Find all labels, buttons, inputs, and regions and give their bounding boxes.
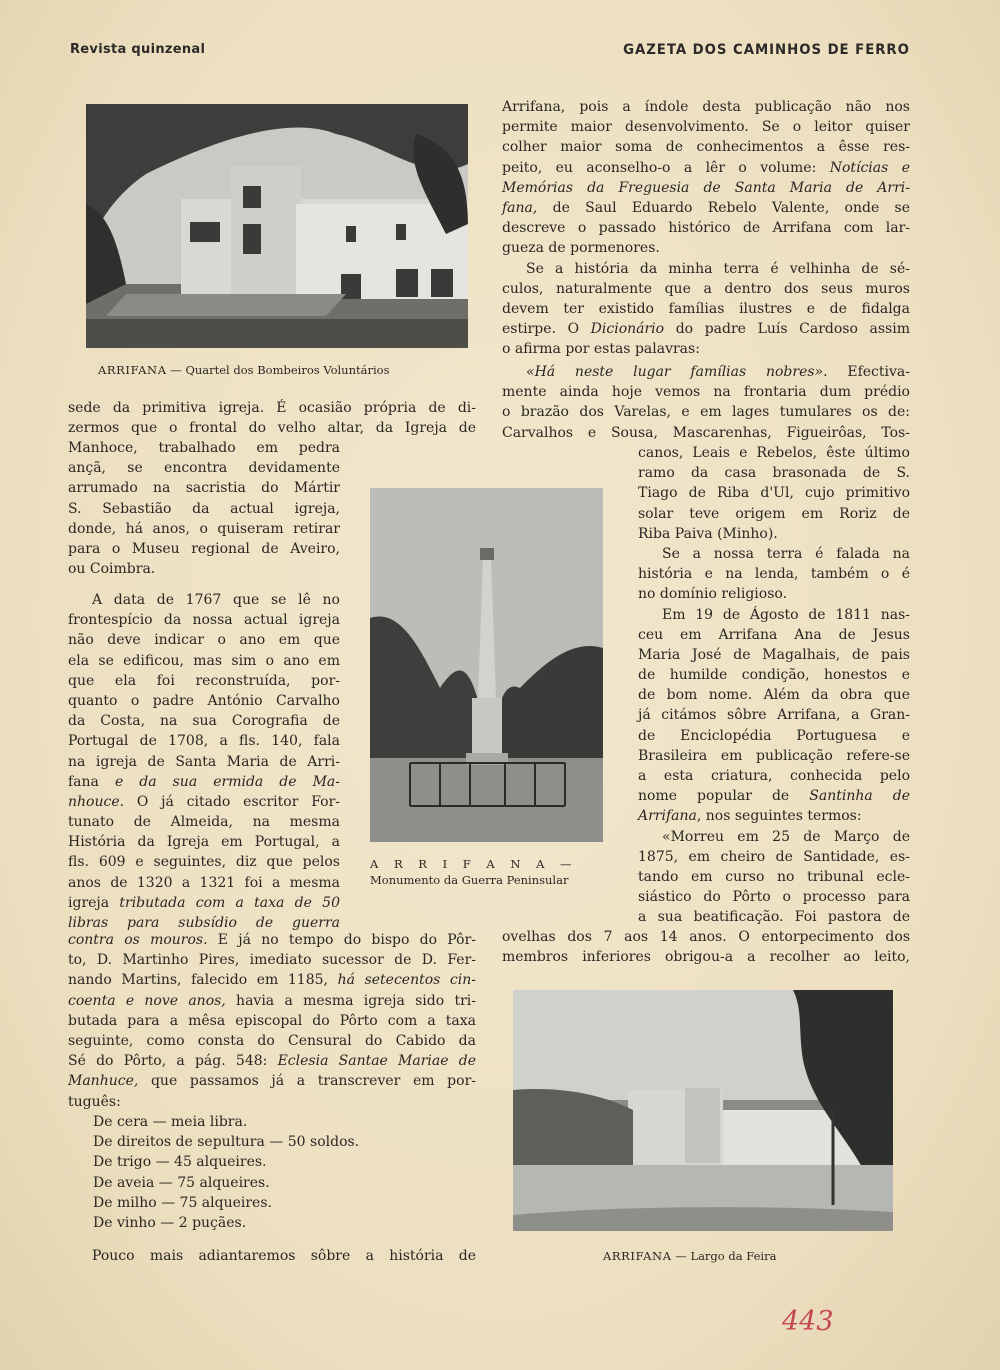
italic-text: Notícias e bbox=[829, 159, 910, 176]
text-line: história e na lenda, também o é bbox=[638, 566, 910, 583]
text-line: que ela foi reconstruída, por- bbox=[68, 672, 340, 689]
text-line: descreve o passado histórico de Arrifana com lar- bbox=[502, 220, 910, 237]
text-line bbox=[68, 893, 340, 913]
text-line: Pouco mais adiantaremos sôbre a história de bbox=[92, 1248, 476, 1264]
text-line: Portugal de 1708, a fls. 140, fala bbox=[68, 733, 340, 750]
italic-text: libras para subsídio de guerra bbox=[68, 915, 340, 931]
italic-text: coenta e nove anos, bbox=[68, 992, 226, 1009]
text-line: ramo da casa brasonada de S. bbox=[638, 465, 910, 482]
text-segment: que passamos já a transcrever em por- bbox=[138, 1073, 476, 1090]
text-line: A data de 1767 que se lê no bbox=[92, 592, 340, 608]
photo-largo-da-feira bbox=[513, 990, 893, 1231]
text-line bbox=[502, 178, 910, 198]
text-line bbox=[68, 991, 476, 1011]
text-line: membros inferiores obrigou-a a recolher ao leito, bbox=[502, 949, 910, 966]
text-line: ela se edificou, mas sim o ano em bbox=[68, 652, 340, 669]
text-line: ovelhas dos 7 aos 14 anos. O entorpecimento dos bbox=[502, 929, 910, 945]
text-block-right-1 bbox=[502, 97, 910, 359]
text-line: de bom nome. Além da obra que bbox=[638, 687, 910, 704]
list-item: De vinho — 2 puçães. bbox=[93, 1214, 247, 1231]
text-line: não deve indicar o ano em que bbox=[68, 632, 340, 649]
italic-text: contra os mouros. bbox=[68, 932, 208, 948]
text-line: Riba Paiva (Minho). bbox=[638, 525, 778, 542]
text-line: to, D. Martinho Pires, imediato sucessor de D. Fer- bbox=[68, 952, 476, 969]
text-line: culos, naturalmente que a dentro dos seus muros bbox=[502, 280, 910, 297]
text-line: solar teve origem em Roriz de bbox=[638, 505, 910, 522]
text-line: zermos que o frontal do velho altar, da Igreja de bbox=[68, 420, 476, 437]
text-line: para o Museu regional de Aveiro, bbox=[68, 540, 340, 557]
text-line: Se a história da minha terra é velhinha de sé- bbox=[526, 260, 910, 277]
text-line: sede da primitiva igreja. É ocasião própria de di- bbox=[68, 400, 476, 416]
text-block-left-4 bbox=[68, 930, 476, 1112]
text-block-left-2 bbox=[68, 438, 340, 579]
text-line: colher maior soma de conhecimentos a êsse res- bbox=[502, 139, 910, 156]
caption-place: ARRIFANA bbox=[603, 1249, 672, 1263]
text-line: de humilde condição, honestos e bbox=[638, 667, 910, 684]
text-line: tunato de Almeida, na mesma bbox=[68, 814, 340, 831]
photo-caption-largo bbox=[603, 1249, 776, 1263]
text-line: tuguês: bbox=[68, 1093, 121, 1110]
text-line bbox=[502, 362, 910, 382]
text-line: donde, há anos, o quiseram retirar bbox=[68, 520, 340, 537]
text-line: frontespício da nossa actual igreja bbox=[68, 612, 340, 629]
text-line bbox=[68, 930, 476, 950]
italic-text: fana, bbox=[502, 199, 538, 216]
list-item: De direitos de sepultura — 50 soldos. bbox=[93, 1134, 360, 1151]
italic-text: Santinha de bbox=[809, 788, 910, 805]
italic-text: Memórias da Freguesia de Santa Maria de Arri- bbox=[502, 179, 910, 196]
text-block-right-3 bbox=[638, 443, 910, 928]
photo-monumento-guerra-peninsular bbox=[370, 488, 603, 842]
list-item: De milho — 75 alqueires. bbox=[93, 1194, 272, 1211]
text-segment: nome popular de bbox=[638, 788, 810, 805]
text-line: ançã, se encontra devidamente bbox=[68, 460, 340, 477]
text-segment: E já no tempo do bispo do Pôr- bbox=[207, 932, 476, 948]
text-segment: , nos seguintes termos: bbox=[696, 808, 862, 825]
text-line: permite maior desenvolvimento. Se o leitor quiser bbox=[502, 119, 910, 136]
text-line: ou Coimbra. bbox=[68, 561, 156, 578]
caption-separator: — bbox=[166, 363, 186, 377]
text-line: butada para a mêsa episcopal do Pôrto com a taxa bbox=[68, 1012, 476, 1029]
text-line: quanto o padre António Carvalho bbox=[68, 692, 340, 709]
text-block-right-2 bbox=[502, 362, 910, 443]
caption-place: ARRIFANA bbox=[98, 363, 167, 377]
text-line: devem ter existido famílias ilustres e de fidalga bbox=[502, 300, 910, 317]
text-line: S. Sebastião da actual igreja, bbox=[68, 500, 340, 517]
caption-place: A R R I F A N A — bbox=[370, 857, 578, 871]
text-segment: do padre Luís Cardoso assim bbox=[664, 321, 910, 338]
text-line: Em 19 de Ágosto de 1811 nas- bbox=[662, 606, 910, 623]
text-line bbox=[68, 792, 340, 812]
text-segment: estirpe. O bbox=[502, 321, 591, 338]
italic-text: e da sua ermida de Ma- bbox=[114, 773, 340, 790]
text-block-right-4 bbox=[502, 927, 910, 967]
text-line: gueza de pormenores. bbox=[502, 240, 660, 257]
caption-title: Quartel dos Bombeiros Voluntários bbox=[185, 363, 390, 377]
text-line: Carvalhos e Sousa, Mascarenhas, Figueirôas, Tos- bbox=[502, 424, 910, 441]
text-line: siástico do Pôrto o processo para bbox=[638, 889, 910, 906]
text-segment: O já citado escritor For- bbox=[124, 793, 340, 810]
text-line bbox=[68, 1071, 476, 1091]
italic-text: nhouce. bbox=[68, 793, 125, 810]
italic-text: Dicionário bbox=[590, 321, 665, 338]
text-line: de Enciclopédia Portuguesa e bbox=[638, 727, 910, 744]
text-line: o afirma por estas palavras: bbox=[502, 341, 700, 358]
photo-caption-quartel bbox=[98, 363, 389, 377]
text-line: Brasileira em publicação refere-se bbox=[638, 747, 910, 764]
text-line: tando em curso no tribunal ecle- bbox=[638, 868, 910, 885]
italic-text: Manhuce, bbox=[68, 1073, 139, 1090]
text-segment: Sé do Pôrto, a pág. 548: bbox=[68, 1053, 278, 1070]
text-segment: igreja bbox=[68, 894, 120, 911]
text-line: arrumado na sacristia do Mártir bbox=[68, 480, 340, 497]
caption-separator: — bbox=[671, 1249, 691, 1263]
text-block-left-6 bbox=[68, 1246, 476, 1266]
page-number: 443 bbox=[782, 1306, 834, 1337]
photo-caption-monumento bbox=[370, 856, 578, 888]
text-segment: nando Martins, falecido em 1185, bbox=[68, 972, 338, 989]
text-line: canos, Leais e Rebelos, êste último bbox=[638, 445, 910, 461]
text-line bbox=[502, 198, 910, 218]
text-line: Se a nossa terra é falada na bbox=[662, 545, 910, 562]
italic-text: Eclesia Santae Mariae de bbox=[277, 1053, 477, 1070]
text-line bbox=[638, 786, 910, 806]
text-line: ceu em Arrifana Ana de Jesus bbox=[638, 626, 910, 643]
text-segment: havia a mesma igreja sido tri- bbox=[225, 992, 476, 1009]
text-line bbox=[68, 772, 340, 792]
text-block-left-1 bbox=[68, 398, 476, 438]
text-line: «Morreu em 25 de Março de bbox=[662, 828, 910, 845]
text-line: no domínio religioso. bbox=[638, 586, 788, 603]
text-line: já citámos sôbre Arrifana, a Gran- bbox=[638, 707, 910, 724]
text-line: a esta criatura, conhecida pelo bbox=[638, 768, 910, 784]
text-line: da Costa, na sua Corografia de bbox=[68, 713, 340, 730]
text-line bbox=[502, 319, 910, 339]
text-line: Manhoce, trabalhado em pedra bbox=[68, 440, 340, 456]
running-header-left: Revista quinzenal bbox=[70, 42, 206, 57]
text-segment: peito, eu aconselho-o a lêr o volume: bbox=[502, 159, 830, 176]
text-block-left-3 bbox=[68, 590, 340, 933]
italic-text: há setecentos cin- bbox=[337, 972, 477, 989]
text-segment: . Efectiva- bbox=[823, 364, 910, 380]
text-line bbox=[638, 806, 910, 826]
list-item: De trigo — 45 alqueires. bbox=[93, 1154, 267, 1171]
text-line: seguinte, como consta do Censural do Cabido da bbox=[68, 1032, 476, 1049]
text-line: fls. 609 e seguintes, diz que pelos bbox=[68, 854, 340, 871]
list-item: De cera — meia libra. bbox=[93, 1114, 248, 1130]
text-line: Arrifana, pois a índole desta publicação não nos bbox=[502, 99, 910, 115]
text-line bbox=[68, 970, 476, 990]
text-segment: fana bbox=[68, 773, 115, 790]
text-line: 1875, em cheiro de Santidade, es- bbox=[638, 848, 910, 865]
caption-title: Monumento da Guerra Peninsular bbox=[370, 873, 569, 887]
italic-text: «Há neste lugar famílias nobres» bbox=[526, 364, 824, 380]
text-segment: de Saul Eduardo Rebelo Valente, onde se bbox=[537, 199, 910, 216]
text-line: o brazão dos Varelas, e em lages tumulares os de: bbox=[502, 404, 910, 421]
text-line: Maria José de Magalhais, de pais bbox=[638, 646, 910, 663]
list-item: De aveia — 75 alqueires. bbox=[93, 1174, 270, 1191]
text-line: mente ainda hoje vemos na frontaria dum prédio bbox=[502, 384, 910, 401]
text-line: na igreja de Santa Maria de Arri- bbox=[68, 753, 340, 770]
tax-list bbox=[93, 1112, 473, 1233]
italic-text: Arrifana bbox=[638, 808, 697, 825]
text-line bbox=[502, 158, 910, 178]
running-header-right: GAZETA DOS CAMINHOS DE FERRO bbox=[623, 42, 910, 58]
text-line: Tiago de Riba d'Ul, cujo primitivo bbox=[638, 485, 910, 502]
caption-title: Largo da Feira bbox=[690, 1249, 777, 1263]
text-line: História da Igreja em Portugal, a bbox=[68, 834, 340, 851]
italic-text: tributada com a taxa de 50 bbox=[119, 894, 340, 911]
photo-quartel-bombeiros bbox=[86, 104, 468, 348]
text-line bbox=[68, 1051, 476, 1071]
text-line: a sua beatificação. Foi pastora de bbox=[638, 909, 910, 926]
text-line: anos de 1320 a 1321 foi a mesma bbox=[68, 874, 340, 891]
